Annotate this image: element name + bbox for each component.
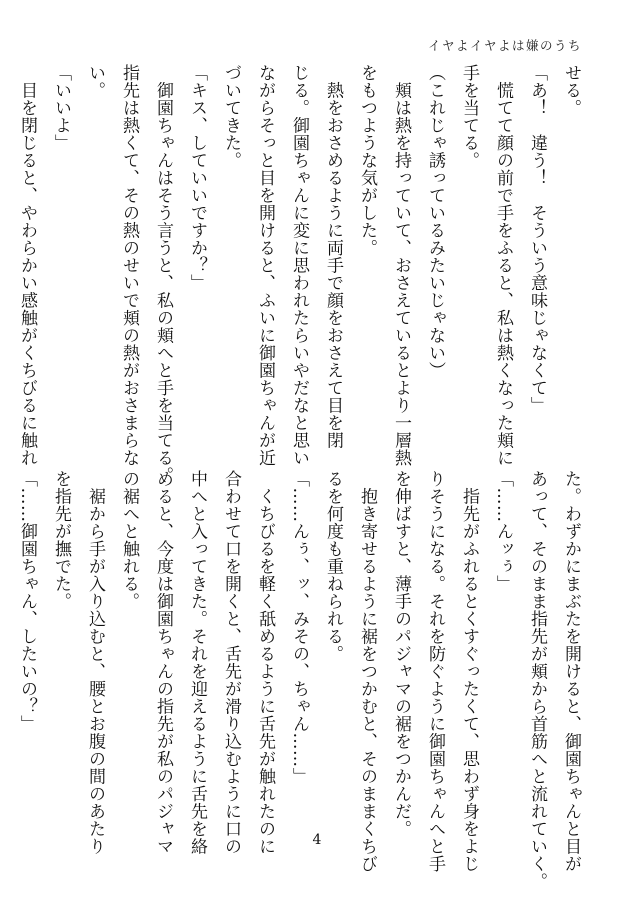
text-line: 「……御園ちゃん、したいの？」 (17, 470, 37, 733)
text-line: 「……んぅ、ッ、みその、ちゃん……」 (289, 470, 309, 785)
upper-text-column (17, 64, 588, 484)
text-line: の裾へと触れる。 (119, 470, 139, 610)
text-line: るを何度も重ねられる。 (323, 470, 343, 663)
lower-text-column (17, 470, 588, 890)
text-line: りそうになる。それを防ぐように御園ちゃんへと手 (425, 470, 445, 873)
running-title: イヤよイヤよは嫌のうち (427, 38, 582, 53)
text-line: じる。御園ちゃんに変に思われたらいやだなと思い (289, 64, 309, 467)
text-line: づいてきた。 (221, 64, 241, 169)
text-line: （これじゃ誘っているみたいじゃない） (425, 64, 445, 379)
text-line: 慌てて顔の前で手をふると、私は熱くなった頬に (493, 64, 513, 467)
text-line: ながらそっと目を開けると、ふいに御園ちゃんが近 (255, 64, 275, 467)
text-line: 熱をおさめるように両手で顔をおさえて目を閉 (323, 64, 343, 449)
text-line: をもつような気がした。 (357, 64, 377, 257)
text-line: 目を閉じると、やわらかい感触がくちびるに触れ (17, 64, 37, 467)
text-line: 手を当てる。 (459, 64, 479, 169)
text-line: 頬は熱を持っていて、おさえているとより一層熱 (391, 64, 411, 467)
text-line: せる。 (561, 64, 581, 117)
text-line: 指先は熱くて、その熱のせいで頬の熱がおさまらな (119, 64, 139, 467)
text-line: 御園ちゃんはそう言うと、私の頬へと手を当てる。 (153, 64, 173, 484)
text-line: あって、そのまま指先が頬から首筋へと流れていく。 (527, 470, 547, 890)
text-line: 合わせて口を開くと、舌先が滑り込むように口の (221, 470, 241, 855)
text-line: 抱き寄せるように裾をつかむと、そのままくちび (357, 470, 377, 873)
text-line: 「……んッぅ」 (493, 470, 513, 593)
text-line: 「あ！ 違う！ そういう意味じゃなくて」 (527, 64, 547, 414)
text-line: 指先がふれるとくすぐったくて、思わず身をよじ (459, 470, 479, 873)
text-line: 「いいよ」 (51, 64, 71, 152)
text-line: 「キス、していいですか？」 (187, 64, 207, 292)
text-line: めると、今度は御園ちゃんの指先が私のパジャマ (153, 470, 173, 855)
text-line: 中へと入ってきた。それを迎えるように舌先を絡 (187, 470, 207, 855)
text-line: 裾から手が入り込むと、腰とお腹の間のあたり (85, 470, 105, 855)
text-line: くちびるを軽く舐めるように舌先が触れたのに (255, 470, 275, 855)
page-number: 4 (312, 832, 322, 848)
text-line: い。 (85, 64, 105, 99)
text-line: を伸ばすと、薄手のパジャマの裾をつかんだ。 (391, 470, 411, 838)
text-line: を指先が撫でた。 (51, 470, 71, 610)
text-line: た。わずかにまぶたを開けると、御園ちゃんと目が (561, 470, 581, 873)
